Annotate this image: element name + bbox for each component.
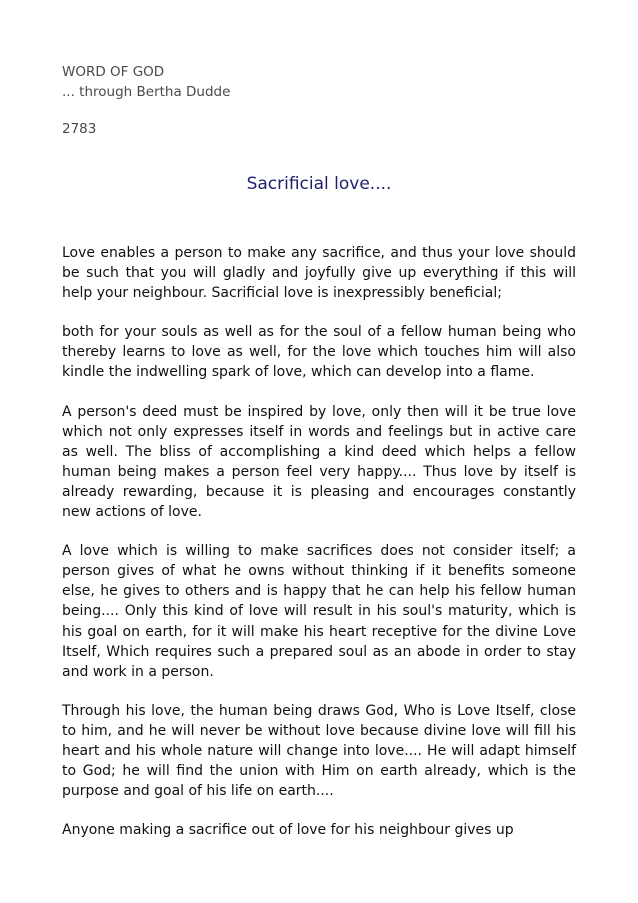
header-author-line: ... through Bertha Dudde [62,84,231,100]
body-paragraph-5: Through his love, the human being draws God, Who is Love Itself, close to him, and he will never be without love because divine love will fill his heart and his whole nature will change into love.... He will adapt himself to God; he will find the union with Him on earth already, which is the purpose and goal of his life on earth.... [62,702,576,800]
body-paragraph-3: A person's deed must be inspired by love, only then will it be true love which not only expresses itself in words and feelings but in active care as well. The bliss of accomplishing a kind deed which helps a fellow human being makes a person feel very happy.... Thus love by itself is already rewarding, because it is pleasing and encourages constantly new actions of love. [62,403,576,521]
document-header [62,62,230,102]
body-paragraph-6: Anyone making a sacrifice out of love for his neighbour gives up [62,822,514,839]
header-source-title: WORD OF GOD [62,64,165,80]
body-paragraph-2: both for your souls as well as for the soul of a fellow human being who thereby learns to love as well, for the love which touches him will also kindle the indwelling spark of love, which can develop into a flame. [62,324,576,381]
document-body [62,243,576,859]
page-title: Sacrificial love.... [246,174,392,194]
body-paragraph-4: A love which is willing to make sacrifices does not consider itself; a person gives of what he owns without thinking if it benefits someone else, he gives to others and is happy that he can help his fellow human being.... Only this kind of love will result in his soul's maturity, which is his goal on earth, for it will make his heart receptive for the divine Love Itself, Which requires such a prepared soul as an abode in order to stay and work in a person. [62,543,576,680]
body-paragraph-1: Love enables a person to make any sacrifice, and thus your love should be such that you will gladly and joyfully give up everything if this will help your neighbour. Sacrificial love is inexpressibly beneficial; [62,245,576,302]
message-number: 2783 [62,121,97,137]
